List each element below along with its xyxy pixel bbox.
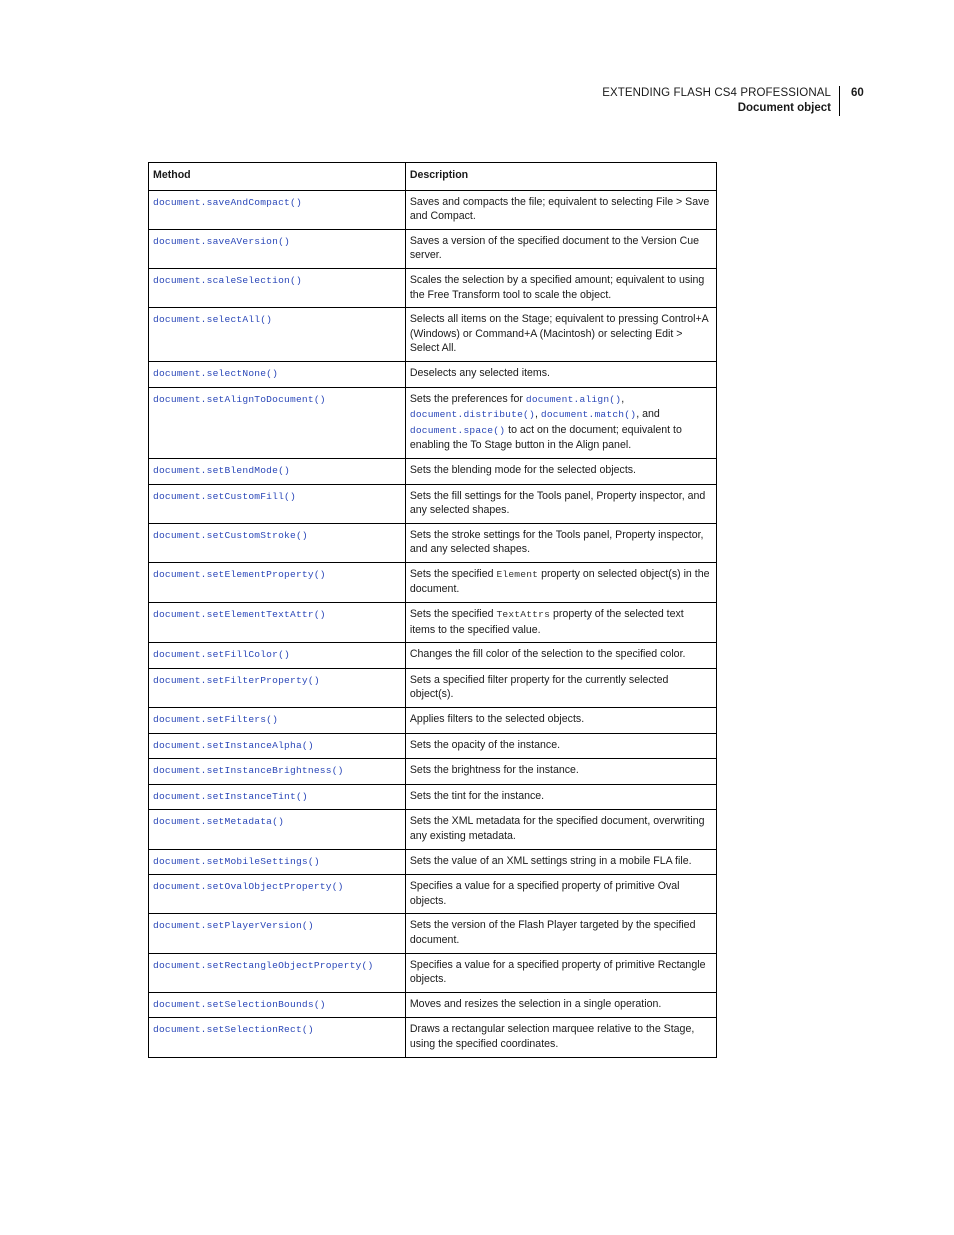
running-header [602, 86, 840, 116]
table-row [149, 458, 717, 484]
table-row [149, 229, 717, 268]
description-text: Sets the stroke settings for the Tools panel, Property inspector, and any selected shapes. [409, 528, 704, 556]
table-row [149, 708, 717, 734]
method-link[interactable]: document.setInstanceTint() [153, 790, 308, 802]
description-text: Specifies a value for a specified property of primitive Rectangle objects. [409, 958, 706, 986]
description-text: Specifies a value for a specified property of primitive Oval objects. [409, 880, 680, 907]
description-cell [405, 733, 716, 759]
description-text: property on selected object(s) in the document. [409, 567, 710, 596]
description-text: to act on the document; equivalent to enabling the To Stage button in the Align panel. [409, 423, 682, 452]
description-cell [405, 562, 716, 602]
description-text: Sets a specified filter property for the currently selected object(s). [409, 673, 669, 701]
table-row [149, 733, 717, 759]
document-title: EXTENDING FLASH CS4 PROFESSIONAL [602, 87, 831, 99]
column-header-method: Method [149, 163, 406, 191]
table-row [149, 643, 717, 669]
method-link[interactable]: document.setRectangleObjectProperty() [153, 959, 374, 971]
description-text: Selects all items on the Stage; equivalent to pressing Control+A (Windows) or Command+A (Macintosh) or selecting Edit > Select All. [409, 313, 709, 355]
method-cell [149, 1018, 406, 1057]
table-row [149, 484, 717, 523]
description-text: Sets the preferences for [409, 392, 526, 405]
description-text: Sets the specified [409, 567, 497, 580]
method-link[interactable]: document.setBlendMode() [153, 464, 291, 476]
description-cell [405, 190, 716, 229]
description-text: Draws a rectangular selection marquee relative to the Stage, using the specified coordinates. [409, 1023, 695, 1050]
description-text: Sets the fill settings for the Tools panel, Property inspector, and any selected shapes. [409, 489, 706, 517]
method-cell [149, 810, 406, 849]
method-cell [149, 784, 406, 810]
description-text: Sets the brightness for the instance. [409, 764, 579, 777]
method-link[interactable]: document.selectNone() [153, 367, 279, 379]
inline-code: TextAttrs [496, 609, 551, 621]
description-cell [405, 875, 716, 914]
description-cell [405, 759, 716, 785]
description-text: Sets the value of an XML settings string in a mobile FLA file. [409, 854, 692, 867]
description-cell [405, 1018, 716, 1057]
method-cell [149, 708, 406, 734]
method-cell [149, 308, 406, 362]
table-row [149, 603, 717, 643]
description-cell [405, 523, 716, 562]
method-cell [149, 562, 406, 602]
description-text: , and [636, 408, 660, 421]
table-row [149, 810, 717, 849]
table-row [149, 953, 717, 992]
description-cell [405, 458, 716, 484]
description-cell [405, 668, 716, 707]
method-link[interactable]: document.setFilters() [153, 714, 279, 726]
method-link[interactable]: document.setCustomFill() [153, 490, 296, 502]
method-link[interactable]: document.setElementProperty() [153, 568, 326, 580]
description-text: Saves and compacts the file; equivalent to selecting File > Save and Compact. [409, 195, 710, 223]
description-text: Sets the XML metadata for the specified document, overwriting any existing metadata. [409, 815, 705, 842]
table-header-row [149, 163, 717, 191]
method-cell [149, 523, 406, 562]
description-text: Saves a version of the specified document to the Version Cue server. [409, 234, 700, 262]
table-row [149, 914, 717, 953]
method-cell [149, 603, 406, 643]
method-link[interactable]: document.setOvalObjectProperty() [153, 881, 344, 893]
table-row [149, 190, 717, 229]
method-cell [149, 914, 406, 953]
method-cell [149, 759, 406, 785]
table-row [149, 361, 717, 387]
inline-method-link[interactable]: document.distribute() [409, 409, 535, 421]
method-cell [149, 643, 406, 669]
page-number: 60 [851, 87, 864, 99]
inline-method-link[interactable]: document.space() [409, 424, 506, 436]
table-row [149, 1018, 717, 1057]
method-cell [149, 992, 406, 1018]
method-link[interactable]: document.setPlayerVersion() [153, 920, 314, 932]
description-text: Sets the blending mode for the selected objects. [409, 463, 637, 476]
method-link[interactable]: document.setSelectionRect() [153, 1024, 314, 1036]
description-text: Sets the opacity of the instance. [409, 738, 561, 751]
description-cell [405, 953, 716, 992]
method-cell [149, 484, 406, 523]
description-text: property of the selected text items to the specified value. [409, 608, 684, 636]
description-text: Sets the version of the Flash Player targeted by the specified document. [409, 919, 696, 946]
inline-code: Element [496, 568, 539, 580]
table-row [149, 562, 717, 602]
table-body [149, 190, 717, 1057]
description-text: Sets the specified [409, 608, 497, 621]
description-cell [405, 992, 716, 1018]
description-cell [405, 484, 716, 523]
method-link[interactable]: document.setCustomStroke() [153, 529, 308, 541]
method-link[interactable]: document.setFilterProperty() [153, 674, 320, 686]
method-link[interactable]: document.scaleSelection() [153, 274, 302, 286]
table-row [149, 308, 717, 362]
description-cell [405, 603, 716, 643]
method-cell [149, 668, 406, 707]
method-cell [149, 953, 406, 992]
description-cell [405, 810, 716, 849]
description-cell [405, 361, 716, 387]
method-cell [149, 849, 406, 875]
inline-method-link[interactable]: document.align() [525, 393, 622, 405]
table-row [149, 849, 717, 875]
table-row [149, 668, 717, 707]
inline-method-link[interactable]: document.match() [540, 409, 637, 421]
method-link[interactable]: document.selectAll() [153, 314, 273, 326]
method-link[interactable]: document.saveAVersion() [153, 235, 291, 247]
description-cell [405, 268, 716, 307]
table-row [149, 387, 717, 458]
method-link[interactable]: document.setMobileSettings() [153, 855, 320, 867]
description-text: Sets the tint for the instance. [409, 789, 545, 802]
table-row [149, 992, 717, 1018]
method-link[interactable]: document.setSelectionBounds() [153, 998, 326, 1010]
method-link[interactable]: document.saveAndCompact() [153, 196, 302, 208]
description-text: , [534, 408, 541, 421]
description-text: Moves and resizes the selection in a single operation. [409, 997, 662, 1010]
description-text: Changes the fill color of the selection to the specified color. [409, 648, 686, 661]
description-cell [405, 708, 716, 734]
description-cell [405, 387, 716, 458]
method-link[interactable]: document.setAlignToDocument() [153, 393, 326, 405]
description-text: Scales the selection by a specified amount; equivalent to using the Free Transform tool to scale the object. [409, 273, 705, 301]
method-cell [149, 361, 406, 387]
description-text: , [621, 392, 625, 405]
description-cell [405, 308, 716, 362]
method-link[interactable]: document.setFillColor() [153, 649, 291, 661]
method-link[interactable]: document.setMetadata() [153, 816, 285, 828]
method-cell [149, 875, 406, 914]
method-cell [149, 387, 406, 458]
section-title: Document object [737, 102, 831, 114]
description-text: Deselects any selected items. [409, 366, 550, 379]
description-cell [405, 784, 716, 810]
table-row [149, 784, 717, 810]
table-row [149, 759, 717, 785]
method-cell [149, 190, 406, 229]
description-cell [405, 914, 716, 953]
description-cell [405, 849, 716, 875]
method-cell [149, 733, 406, 759]
method-link[interactable]: document.setInstanceAlpha() [153, 739, 314, 751]
table-row [149, 268, 717, 307]
table-row [149, 523, 717, 562]
methods-table [148, 162, 717, 1058]
method-cell [149, 268, 406, 307]
description-cell [405, 643, 716, 669]
method-link[interactable]: document.setInstanceBrightness() [153, 765, 344, 777]
column-header-description: Description [405, 163, 716, 191]
table-row [149, 875, 717, 914]
method-cell [149, 458, 406, 484]
method-cell [149, 229, 406, 268]
description-text: Applies filters to the selected objects. [409, 713, 585, 726]
description-cell [405, 229, 716, 268]
method-link[interactable]: document.setElementTextAttr() [153, 609, 326, 621]
